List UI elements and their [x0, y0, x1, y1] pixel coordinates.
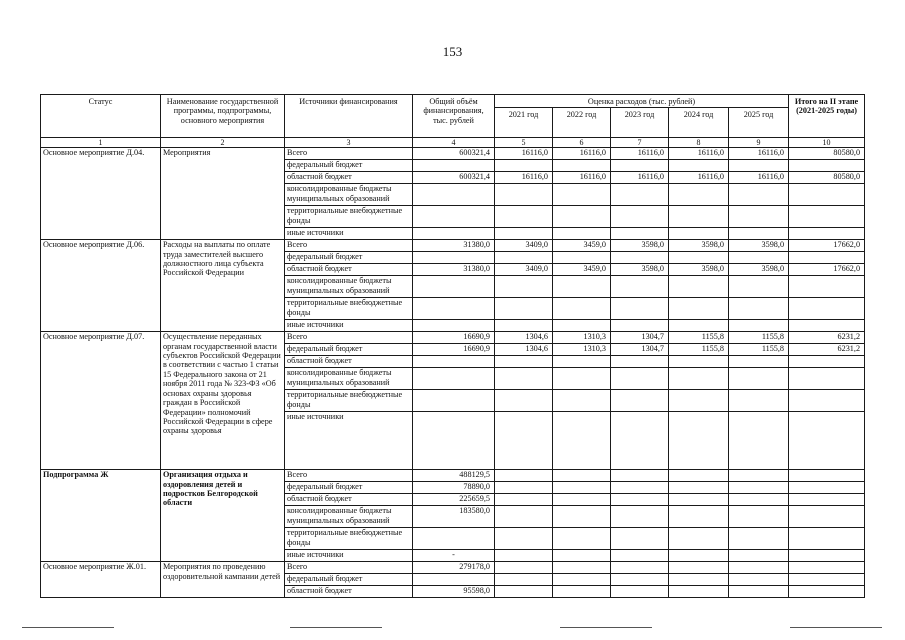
cell-total: 225659,5	[413, 494, 495, 506]
cell-2022: 3459,0	[553, 240, 611, 252]
source-label: федеральный бюджет	[285, 252, 413, 264]
source-label: иные источники	[285, 228, 413, 240]
cell-total: 183580,0	[413, 506, 495, 528]
source-label: Всего	[285, 470, 413, 482]
source-label: областной бюджет	[285, 494, 413, 506]
table-row	[41, 332, 865, 344]
column-numbers-row	[41, 138, 865, 148]
header-year-2023: 2023 год	[611, 108, 669, 138]
source-label: Всего	[285, 148, 413, 160]
cell-total: 16690,9	[413, 332, 495, 344]
col-number: 8	[669, 138, 729, 148]
row-status: Основное мероприятие Д.06.	[41, 240, 161, 332]
cell-2024: 1155,8	[669, 344, 729, 356]
col-number: 9	[729, 138, 789, 148]
cell-2021: 1304,6	[495, 344, 553, 356]
cell-total: 78890,0	[413, 482, 495, 494]
table-row	[41, 240, 865, 252]
cell-2025: 1155,8	[729, 344, 789, 356]
cell-2024: 16116,0	[669, 148, 729, 160]
header-year-2021: 2021 год	[495, 108, 553, 138]
cell-stage-total: 17662,0	[789, 264, 865, 276]
cell-2022: 16116,0	[553, 148, 611, 160]
scan-edge-line	[560, 627, 652, 628]
col-number: 6	[553, 138, 611, 148]
cell-stage-total: 80580,0	[789, 148, 865, 160]
row-program-name: Осуществление переданных органам государственной власти субъектов Российской Федерации в соответствии с частью 1 статьи 15 Федерального закона от 21 ноября 2011 года № 323-ФЗ «Об основах охраны здоровья граждан в Российской Федерации» полномочий Российской Федерации в сфере охраны здоровья	[161, 332, 285, 470]
source-label: территориальные внебюджетные фонды	[285, 206, 413, 228]
cell-2024: 1155,8	[669, 332, 729, 344]
source-label: территориальные внебюджетные фонды	[285, 528, 413, 550]
source-label: областной бюджет	[285, 586, 413, 598]
source-label: Всего	[285, 240, 413, 252]
cell-stage-total: 80580,0	[789, 172, 865, 184]
scan-edge-line	[790, 627, 882, 628]
cell-2023: 1304,7	[611, 332, 669, 344]
cell-2025: 1155,8	[729, 332, 789, 344]
header-year-2022: 2022 год	[553, 108, 611, 138]
cell-stage-total: 17662,0	[789, 240, 865, 252]
table-row	[41, 148, 865, 160]
source-label: областной бюджет	[285, 264, 413, 276]
header-total-volume: Общий объём финансирования, тыс. рублей	[413, 95, 495, 138]
header-estimate: Оценка расходов (тыс. рублей)	[495, 95, 789, 108]
row-status: Основное мероприятие Д.07.	[41, 332, 161, 470]
cell-total: 600321,4	[413, 148, 495, 160]
col-number: 3	[285, 138, 413, 148]
row-program-name: Мероприятия по проведению оздоровительной кампании детей	[161, 562, 285, 598]
cell-2023: 3598,0	[611, 264, 669, 276]
scan-edge-line	[290, 627, 382, 628]
source-label: федеральный бюджет	[285, 574, 413, 586]
source-label: областной бюджет	[285, 356, 413, 368]
cell-2025: 3598,0	[729, 264, 789, 276]
row-program-name: Мероприятия	[161, 148, 285, 240]
cell-total: 488129,5	[413, 470, 495, 482]
source-label: консолидированные бюджеты муниципальных образований	[285, 368, 413, 390]
header-program: Наименование государственной программы, подпрограммы, основного мероприятия	[161, 95, 285, 138]
header-year-2025: 2025 год	[729, 108, 789, 138]
cell-2024: 3598,0	[669, 264, 729, 276]
source-label: территориальные внебюджетные фонды	[285, 390, 413, 412]
header-year-2024: 2024 год	[669, 108, 729, 138]
cell-total: -	[413, 550, 495, 562]
row-program-name: Расходы на выплаты по оплате труда заместителей высшего должностного лица субъекта Российской Федерации	[161, 240, 285, 332]
row-status: Основное мероприятие Ж.01.	[41, 562, 161, 598]
cell-2025: 3598,0	[729, 240, 789, 252]
cell-2021: 3409,0	[495, 240, 553, 252]
source-label: иные источники	[285, 550, 413, 562]
source-label: иные источники	[285, 412, 413, 470]
cell-2024: 3598,0	[669, 240, 729, 252]
cell-2025: 16116,0	[729, 172, 789, 184]
cell-total: 600321,4	[413, 172, 495, 184]
page-number: 153	[442, 44, 463, 59]
header-sources: Источники финансирования	[285, 95, 413, 138]
row-program-name: Организация отдыха и оздоровления детей и подростков Белгородской области	[161, 470, 285, 562]
cell-total: 31380,0	[413, 240, 495, 252]
table-row	[41, 562, 865, 574]
cell-2022: 16116,0	[553, 172, 611, 184]
row-status: Основное мероприятие Д.04.	[41, 148, 161, 240]
source-label: Всего	[285, 562, 413, 574]
source-label: консолидированные бюджеты муниципальных образований	[285, 506, 413, 528]
budget-table	[40, 94, 865, 598]
cell-total: 16690,9	[413, 344, 495, 356]
cell-total: 279178,0	[413, 562, 495, 574]
header-stage-total: Итого на II этапе (2021-2025 годы)	[789, 95, 865, 138]
cell-2021: 1304,6	[495, 332, 553, 344]
scan-edge-line	[22, 627, 114, 628]
source-label: федеральный бюджет	[285, 482, 413, 494]
source-label: Всего	[285, 332, 413, 344]
cell-2021: 3409,0	[495, 264, 553, 276]
cell-2021: 16116,0	[495, 172, 553, 184]
source-label: консолидированные бюджеты муниципальных образований	[285, 184, 413, 206]
cell-2023: 1304,7	[611, 344, 669, 356]
col-number: 7	[611, 138, 669, 148]
cell-total: 95598,0	[413, 586, 495, 598]
col-number: 1	[41, 138, 161, 148]
col-number: 4	[413, 138, 495, 148]
source-label: территориальные внебюджетные фонды	[285, 298, 413, 320]
col-number: 5	[495, 138, 553, 148]
cell-total: 31380,0	[413, 264, 495, 276]
table-row	[41, 470, 865, 482]
cell-stage-total: 6231,2	[789, 332, 865, 344]
cell-stage-total: 6231,2	[789, 344, 865, 356]
cell-2024: 16116,0	[669, 172, 729, 184]
cell-2023: 3598,0	[611, 240, 669, 252]
source-label: иные источники	[285, 320, 413, 332]
source-label: областной бюджет	[285, 172, 413, 184]
source-label: федеральный бюджет	[285, 160, 413, 172]
source-label: консолидированные бюджеты муниципальных образований	[285, 276, 413, 298]
cell-2022: 3459,0	[553, 264, 611, 276]
cell-2025: 16116,0	[729, 148, 789, 160]
col-number: 2	[161, 138, 285, 148]
cell-2022: 1310,3	[553, 332, 611, 344]
row-status: Подпрограмма Ж	[41, 470, 161, 562]
cell-2023: 16116,0	[611, 172, 669, 184]
col-number: 10	[789, 138, 865, 148]
header-status: Статус	[41, 95, 161, 138]
cell-2022: 1310,3	[553, 344, 611, 356]
cell-2021: 16116,0	[495, 148, 553, 160]
cell-2023: 16116,0	[611, 148, 669, 160]
source-label: федеральный бюджет	[285, 344, 413, 356]
header-row	[41, 95, 865, 108]
